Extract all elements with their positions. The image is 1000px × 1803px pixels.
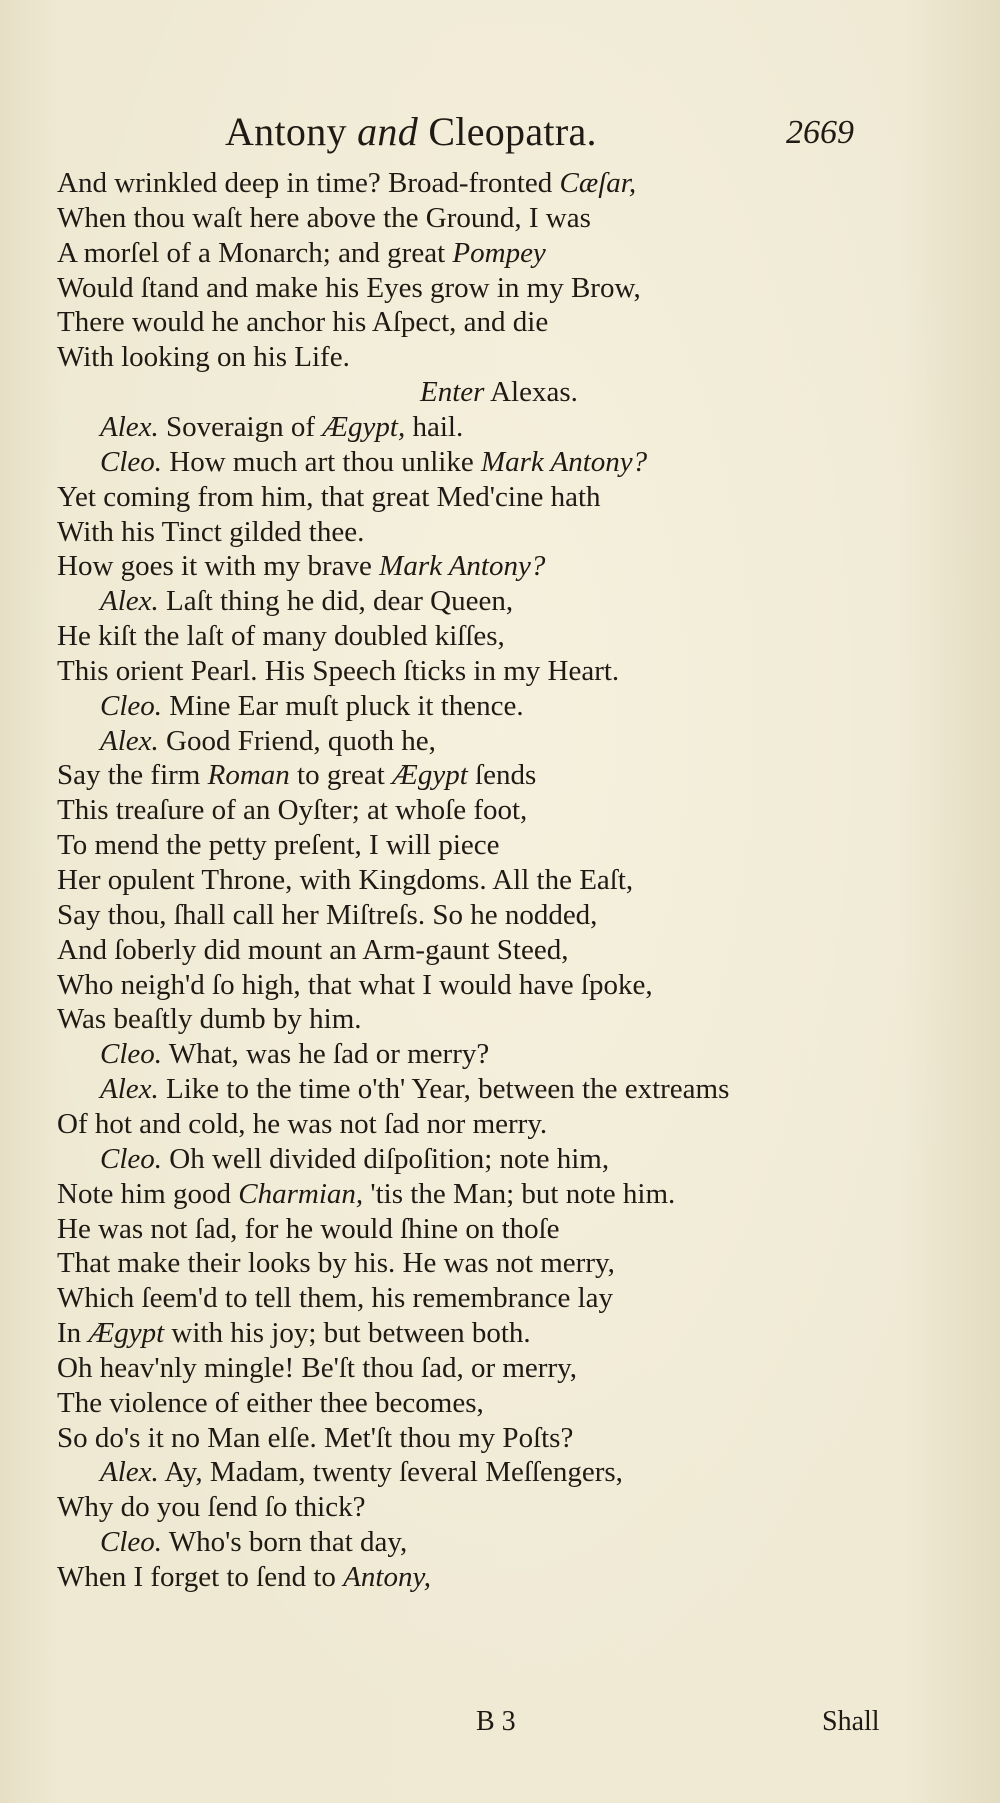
running-title <box>225 108 597 155</box>
text-line <box>57 932 568 968</box>
text-segment: Mark Antony? <box>379 550 546 583</box>
text-segment: That make their looks by his. He was not merry, <box>57 1247 615 1280</box>
text-segment: This orient Pearl. His Speech ſticks in my Heart. <box>57 654 620 687</box>
text-segment: Oh heav'nly mingle! Be'ſt thou ſad, or merry, <box>57 1351 577 1384</box>
text-segment: Roman <box>207 759 290 792</box>
text-line <box>57 1001 362 1037</box>
page-footer <box>0 1706 1000 1746</box>
text-segment: And ſoberly did mount an Arm-gaunt Steed, <box>57 933 569 966</box>
text-line <box>57 967 653 1003</box>
text-segment: Mark Antony? <box>480 445 648 478</box>
text-segment: Who neigh'd ſo high, that what I would have ſpoke, <box>57 968 653 1001</box>
text-line <box>57 1315 531 1351</box>
text-segment: Cleo. <box>100 1526 163 1559</box>
text-line <box>57 1559 431 1595</box>
text-segment: Pompey <box>452 236 546 269</box>
signature-mark: B 3 <box>476 1706 516 1737</box>
text-segment: Was beaſtly dumb by him. <box>57 1003 362 1036</box>
text-segment: He kiſt the laſt of many doubled kiſſes, <box>57 620 505 653</box>
title-part-b: Cleopatra. <box>418 109 597 154</box>
text-segment: Mine Ear muſt pluck it thence. <box>162 689 524 722</box>
text-line <box>57 548 545 584</box>
page-number: 2669 <box>786 114 854 151</box>
text-line <box>57 1385 484 1421</box>
text-line <box>57 1245 615 1281</box>
page-header <box>0 108 1000 158</box>
text-line <box>57 479 601 515</box>
text-segment: He was not ſad, for he would ſhine on thoſe <box>57 1212 560 1245</box>
text-segment: Cleo. <box>100 1142 163 1175</box>
text-segment: Say thou, ſhall call her Miſtreſs. So he nodded, <box>57 898 598 931</box>
text-segment: The violence of either thee becomes, <box>57 1386 484 1419</box>
text-segment: to great <box>289 759 393 792</box>
text-segment: Cæſar, <box>559 167 637 199</box>
text-line <box>100 1036 489 1072</box>
text-line <box>57 1211 560 1247</box>
text-line <box>57 1420 573 1456</box>
text-segment: Would ſtand and make his Eyes grow in my Brow, <box>57 271 641 304</box>
text-segment: And wrinkled deep in time? Broad-fronted <box>57 167 560 199</box>
text-segment: With looking on his Life. <box>57 341 350 374</box>
text-segment: Like to the time o'th' Year, between the extreams <box>158 1073 730 1106</box>
text-line <box>100 583 513 619</box>
text-line <box>57 757 536 793</box>
text-segment: Who's born that day, <box>162 1526 408 1559</box>
text-line <box>57 1106 547 1142</box>
text-segment: Cleo. <box>100 445 163 478</box>
text-segment: Ægypt <box>88 1317 165 1350</box>
text-line <box>57 1350 577 1386</box>
text-segment: Alex. <box>100 585 159 618</box>
text-segment: Which ſeem'd to tell them, his remembrance lay <box>57 1282 614 1315</box>
text-segment: Yet coming from him, that great Med'cine hath <box>57 480 601 513</box>
text-line <box>57 827 500 863</box>
text-segment: Say the firm <box>57 759 208 792</box>
text-line <box>57 618 505 654</box>
text-segment: Ægypt, <box>322 410 406 443</box>
text-line <box>57 862 633 898</box>
text-segment: Why do you ſend ſo thick? <box>57 1491 366 1524</box>
text-segment: Antony, <box>343 1561 431 1593</box>
text-segment: Cleo. <box>100 689 163 722</box>
text-line <box>57 792 527 828</box>
text-segment: Soveraign of <box>158 410 323 443</box>
text-line <box>57 1176 675 1212</box>
text-segment: Oh well divided diſpoſition; note him, <box>162 1142 610 1175</box>
text-segment: Good Friend, quoth he, <box>158 724 436 757</box>
text-segment: How much art thou unlike <box>162 445 481 478</box>
text-segment: Alex. <box>100 724 159 757</box>
text-line <box>57 1489 365 1525</box>
text-segment: Alex. <box>100 1073 159 1106</box>
text-line <box>57 339 350 375</box>
text-line <box>100 723 436 759</box>
text-line <box>57 235 546 271</box>
text-line <box>100 1524 407 1560</box>
text-line <box>100 409 463 445</box>
text-line <box>57 200 591 236</box>
text-line <box>57 304 548 340</box>
text-segment: Note him good <box>57 1177 239 1210</box>
text-segment: Ægypt <box>392 759 468 792</box>
text-segment: ſends <box>467 759 537 792</box>
text-line <box>57 270 641 306</box>
text-segment: To mend the petty preſent, I will piece <box>57 829 500 862</box>
text-segment: Alex. <box>100 1456 159 1489</box>
text-segment: When thou waſt here above the Ground, I was <box>57 201 591 234</box>
text-segment: Ay, Madam, twenty ſeveral Meſſengers, <box>158 1456 623 1489</box>
text-line <box>420 374 578 410</box>
text-line <box>100 444 647 480</box>
text-segment: hail. <box>405 410 464 443</box>
text-segment: Alex. <box>100 410 159 443</box>
text-segment: Cleo. <box>100 1038 163 1071</box>
text-line <box>100 1141 609 1177</box>
text-segment: With his Tinct gilded thee. <box>57 515 365 548</box>
text-segment: Of hot and cold, he was not ſad nor merry. <box>57 1107 548 1140</box>
text-segment: with his joy; but between both. <box>164 1317 531 1350</box>
text-line <box>57 165 636 201</box>
text-segment: Laſt thing he did, dear Queen, <box>158 585 514 618</box>
text-segment: Alexas. <box>484 376 578 409</box>
text-segment: A morſel of a Monarch; and great <box>57 236 453 269</box>
title-part-and: and <box>357 109 419 154</box>
text-line <box>57 897 597 933</box>
text-segment: This treaſure of an Oyſter; at whoſe foot, <box>57 794 528 827</box>
text-segment: How goes it with my brave <box>57 550 380 583</box>
text-segment: So do's it no Man elſe. Met'ſt thou my Poſts? <box>57 1421 574 1454</box>
text-line <box>100 1071 729 1107</box>
text-segment: In <box>57 1317 89 1350</box>
text-segment: When I forget to ſend to <box>57 1561 344 1593</box>
text-line <box>57 653 619 689</box>
catchword: Shall <box>822 1706 880 1737</box>
text-segment: Charmian, <box>238 1177 364 1210</box>
text-segment: Her opulent Throne, with Kingdoms. All the Eaſt, <box>57 864 634 896</box>
text-segment: 'tis the Man; but note him. <box>363 1177 676 1210</box>
text-segment: What, was he ſad or merry? <box>162 1038 490 1071</box>
text-line <box>100 688 524 724</box>
text-line <box>57 514 364 550</box>
text-line <box>57 1280 613 1316</box>
title-part-a: Antony <box>225 109 358 154</box>
text-line <box>100 1454 623 1490</box>
text-segment: Enter <box>420 376 485 409</box>
text-segment: There would he anchor his Aſpect, and die <box>57 306 549 339</box>
